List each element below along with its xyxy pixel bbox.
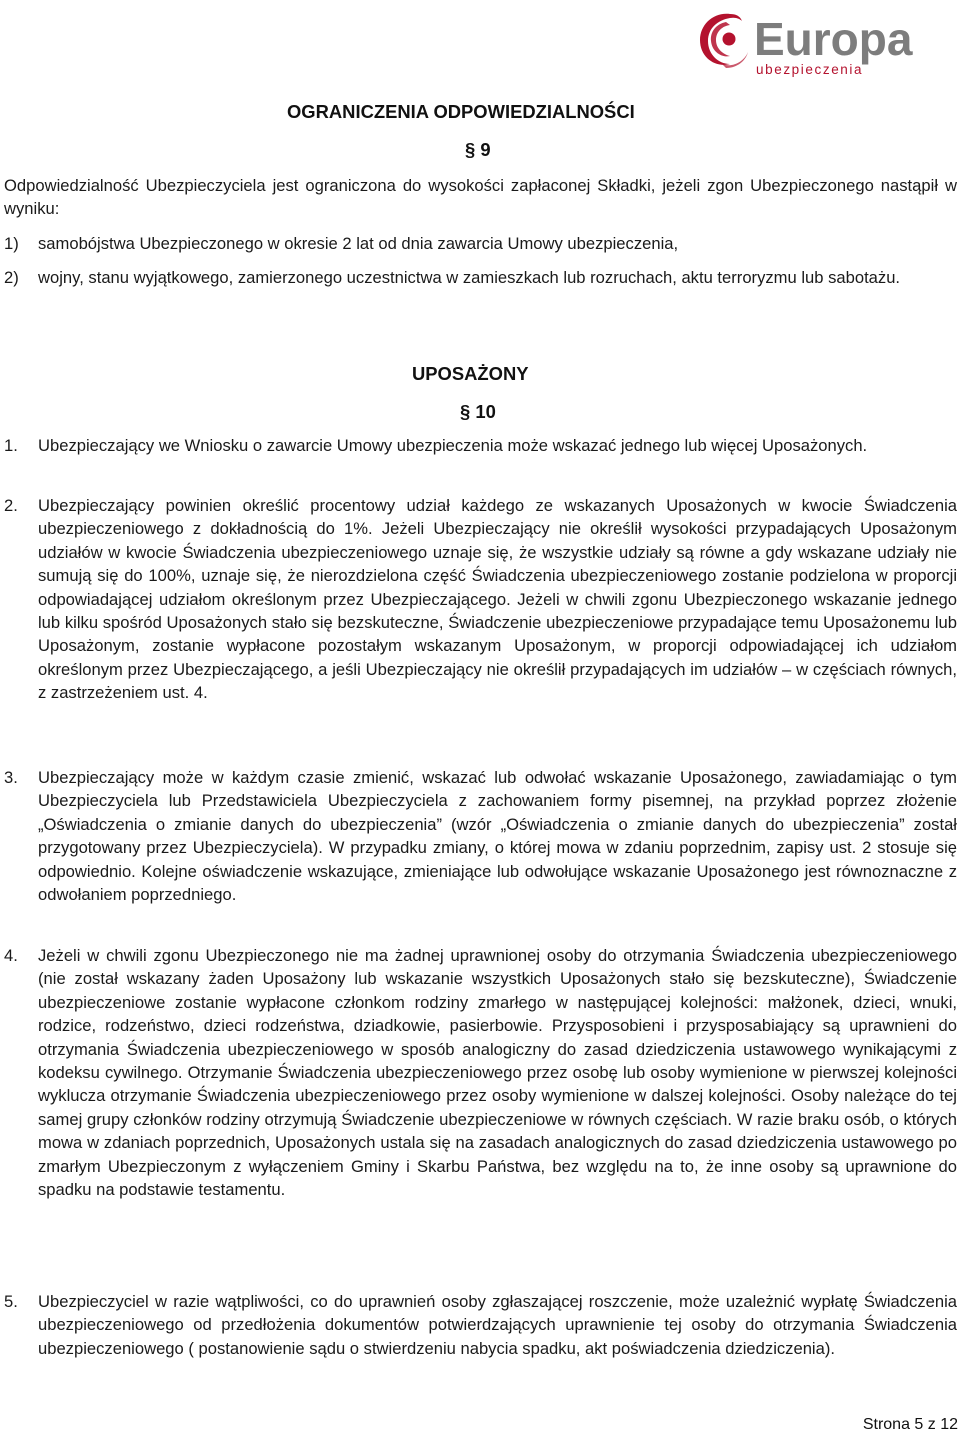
section-10-paragraph-mark: § 10 [460, 401, 496, 422]
section-10-item-2-text: Ubezpieczający powinien określić procentowy udział każdego ze wskazanych Uposażonych w kwocie Świadczenia ubezpieczeniowego z dokładnością do 1%. Jeżeli Ubezpieczający nie określił wysokości przypadających Uposażonym udziałów w kwocie Świadczenia ubezpieczeniowego uznaje się, że wszystkie udziały są równe a gdy wskazane udziały nie sumują się do 100%, uznaje się, że nierozdzielona część Świadczenia ubezpieczeniowego zostanie podzielona w proporcji odpowiadającej udziałom określonym przez Ubezpieczającego. Jeżeli w chwili zgonu Ubezpieczonego wskazanie jednego lub kilku spośród Uposażonych stało się bezskuteczne, Świadczenie ubezpieczeniowe przypadające temu Uposażonemu lub Uposażonym, zostanie wypłacone pozostałym wskazanym Uposażonym, w proporcji odpowiadającej ich udziałom określonym przez Ubezpieczającego, a jeśli Ubezpieczający nie określił przypadających im udziałów – w częściach równych, z zastrzeżeniem ust. 4. [38, 496, 957, 703]
section-10-item-4-number: 4. [4, 946, 18, 965]
section-10-item-2-number: 2. [4, 496, 18, 515]
section-9-item-2-text: wojny, stanu wyjątkowego, zamierzonego uczestnictwa w zamieszkach lub rozruchach, aktu terroryzmu lub sabotażu. [38, 268, 901, 287]
section-10-item-1-number: 1. [4, 436, 18, 455]
logo-swirl-icon [700, 14, 748, 68]
section-10-item-4-text: Jeżeli w chwili zgonu Ubezpieczonego nie ma żadnej uprawnionej osoby do otrzymania Świadczenia ubezpieczeniowego (nie został wskazany żaden Uposażony lub wskazanie wszystkich Uposażonych stało się bezskuteczne), Świadczenie ubezpieczeniowe zostanie wypłacone członkom rodziny zmarłego w następującej kolejności: małżonek, dzieci, wnuki, rodzice, rodzeństwo, dzieci rodzeństwa, dziadkowie, pasierbowie. Przysposobieni i przysposabiający są uprawnieni do otrzymania Świadczenia ubezpieczeniowego w sposób analogiczny do zasad dziedziczenia ustawowego wynikającymi z kodeksu cywilnego. Otrzymanie Świadczenia ubezpieczeniowego przez osobę lub osoby wymienione w pierwszej kolejności wyklucza otrzymanie Świadczenia ubezpieczeniowego przez osoby wymienione w dalszej kolejności. Osoby należące do tej samej grupy członków rodziny otrzymują Świadczenie ubezpieczeniowe w równych częściach. W razie braku osób, o których mowa w zdaniach poprzednich, Uposażonych ustala się na zasadach analogicznych do zasad dziedziczenia ustawowego po zmarłym Ubezpieczonym z wyłączeniem Gminy i Skarbu Państwa, bez względu na to, że inne osoby są uprawnione do spadku na podstawie testamentu. [38, 946, 957, 1200]
logo-tagline-text: ubezpieczenia [756, 62, 864, 77]
section-10-title: UPOSAŻONY [412, 363, 529, 384]
section-10-item-1-text: Ubezpieczający we Wniosku o zawarcie Umowy ubezpieczenia może wskazać jednego lub więcej Uposażonych. [38, 436, 868, 455]
section-9-item-2-number: 2) [4, 268, 19, 287]
section-9-title: OGRANICZENIA ODPOWIEDZIALNOŚCI [287, 101, 635, 122]
section-10-item-3-text: Ubezpieczający może w każdym czasie zmienić, wskazać lub odwołać wskazanie Uposażonego, zawiadamiając o tym Ubezpieczyciela lub Przedstawiciela Ubezpieczyciela z zachowaniem formy pisemnej, na przykład poprzez złożenie „Oświadczenia o zmianie danych do ubezpieczenia” (wzór „Oświadczenia o zmianie danych do ubezpieczenia” został przygotowany przez Ubezpieczyciela). W przypadku zmiany, o której mowa w zdaniu poprzednim, zapisy ust. 2 stosuje się odpowiednio. Kolejne oświadczenie wskazujące, zmieniające lub odwołujące wskazanie Uposażonego jest równoznaczne z odwołaniem poprzedniego. [38, 768, 957, 905]
page-number: Strona 5 z 12 [862, 1416, 958, 1433]
section-9-intro: Odpowiedzialność Ubezpieczyciela jest ograniczona do wysokości zapłaconej Składki, jeżeli zgon Ubezpieczonego nastąpił w wyniku: [4, 176, 957, 219]
section-10-item-3-number: 3. [4, 768, 18, 787]
logo-brand-text: Europa [754, 13, 913, 65]
section-9-item-1-text: samobójstwa Ubezpieczonego w okresie 2 lat od dnia zawarcia Umowy ubezpieczenia, [38, 234, 679, 253]
section-10-item-5-number: 5. [4, 1292, 18, 1311]
europa-logo-graphic [696, 8, 958, 78]
section-9-item-1-number: 1) [4, 234, 19, 253]
europa-logo [696, 8, 958, 78]
section-9-paragraph-mark: § 9 [465, 139, 491, 160]
section-10-item-5-text: Ubezpieczyciel w razie wątpliwości, co do uprawnień osoby zgłaszającej roszczenie, może uzależnić wypłatę Świadczenia ubezpieczeniowego od przedłożenia dokumentów potwierdzających uprawnienie tej osoby do otrzymania Świadczenia ubezpieczeniowego ( postanowienie sądu o stwierdzeniu nabycia spadku, akt poświadczenia dziedziczenia). [38, 1292, 957, 1358]
